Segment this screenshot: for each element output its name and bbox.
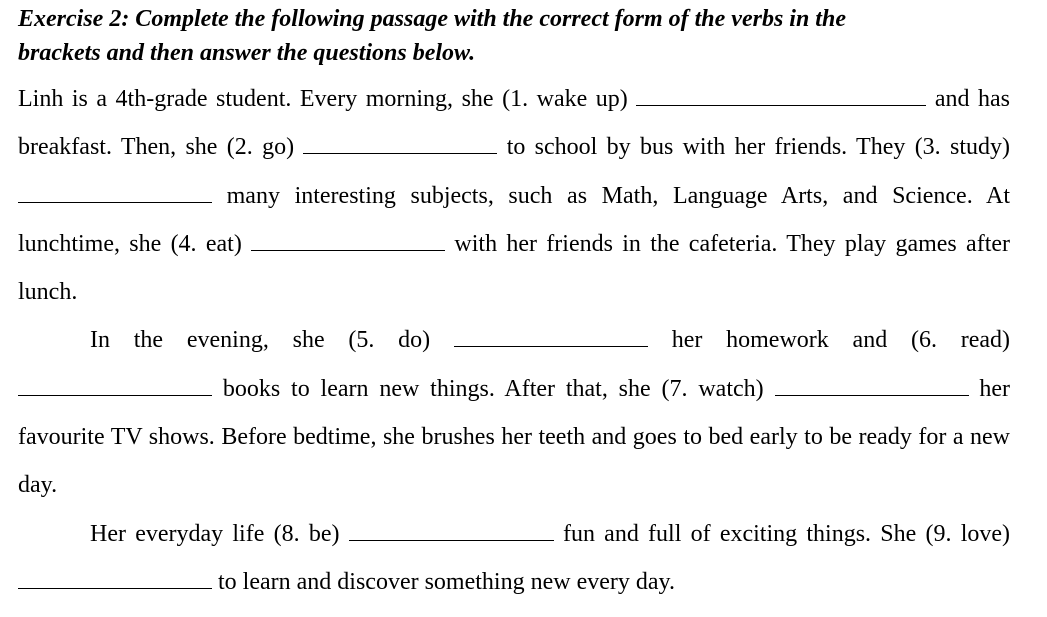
p1-intro: Linh is a 4th-grade student. Every morning, she xyxy=(18,86,494,112)
exercise-heading-line1: Exercise 2: Complete the following passage with the correct form of the verbs in the xyxy=(18,6,846,32)
verb-cue-9: (9. love) xyxy=(925,520,1011,547)
verb-cue-1: (1. wake up) xyxy=(502,86,628,112)
p3-intro: Her everyday life xyxy=(90,520,265,547)
passage-paragraph-1 xyxy=(18,75,1010,316)
verb-cue-8: (8. be) xyxy=(273,520,340,547)
exercise-heading-line2: brackets and then answer the questions below. xyxy=(18,40,476,66)
p2-intro: In the evening, she xyxy=(90,327,325,354)
answer-blank-6[interactable] xyxy=(18,377,212,396)
p1-after-4: with her friends in the cafeteria. They play games after lunch. xyxy=(18,230,1011,306)
passage-paragraph-2 xyxy=(18,316,1010,509)
answer-blank-5[interactable] xyxy=(454,328,648,347)
passage-paragraph-3 xyxy=(18,510,1010,607)
verb-cue-5: (5. do) xyxy=(348,327,431,354)
p2-after-7: her favourite TV shows. Before bedtime, she brushes her teeth and goes to bed early to be ready for a new day. xyxy=(18,375,1010,499)
answer-blank-7[interactable] xyxy=(775,377,969,396)
p1-after-1: and has breakfast. Then, she xyxy=(18,86,1011,161)
p3-after-9: to learn and discover something new every day. xyxy=(218,568,675,595)
verb-cue-3: (3. study) xyxy=(914,134,1010,161)
p2-after-6: books to learn new things. After that, she xyxy=(222,375,651,402)
answer-blank-1[interactable] xyxy=(636,87,926,106)
verb-cue-6: (6. read) xyxy=(911,327,1011,354)
p3-after-8: fun and full of exciting things. She xyxy=(562,520,917,547)
p1-after-2: to school by bus with her friends. They xyxy=(506,134,906,161)
worksheet-page xyxy=(18,0,1010,606)
answer-blank-2[interactable] xyxy=(303,135,497,154)
p2-after-5: her homework and xyxy=(671,327,888,354)
answer-blank-4[interactable] xyxy=(251,232,445,251)
exercise-heading xyxy=(18,2,1010,70)
verb-cue-2: (2. go) xyxy=(226,134,295,161)
verb-cue-7: (7. watch) xyxy=(661,375,764,402)
answer-blank-8[interactable] xyxy=(349,522,554,541)
verb-cue-4: (4. eat) xyxy=(170,230,242,257)
p1-after-3: many interesting subjects, such as Math, Language Arts, and Science. At lunchtime, she xyxy=(18,182,1011,257)
answer-blank-3[interactable] xyxy=(18,184,212,203)
answer-blank-9[interactable] xyxy=(18,570,212,589)
